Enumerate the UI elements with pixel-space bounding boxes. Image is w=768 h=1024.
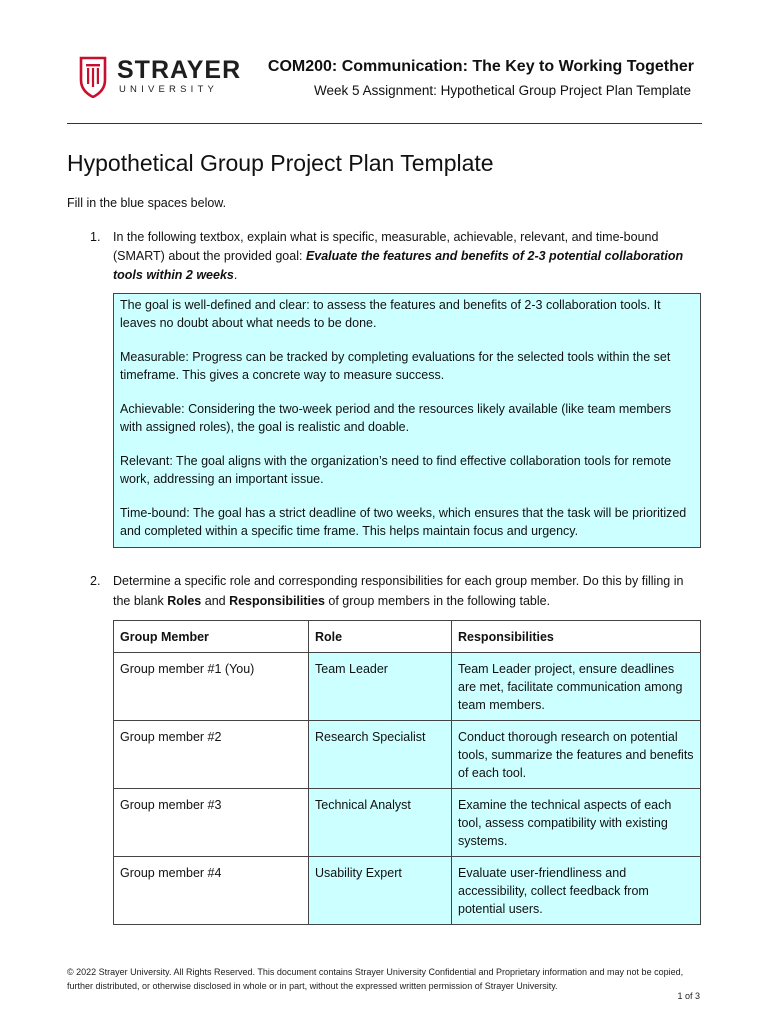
question-1-text xyxy=(113,228,690,285)
role-cell[interactable]: Research Specialist xyxy=(309,721,452,789)
smart-paragraph-achievable: Achievable: Considering the two-week period and the resources likely available (like team members with assigned roles), the goal is realistic and doable. xyxy=(120,402,671,434)
smart-paragraph-time-bound: Time-bound: The goal has a strict deadline of two weeks, which ensures that the task will be prioritized and completed within a specific time frame. This helps maintain focus and urgency. xyxy=(120,506,687,538)
roles-table xyxy=(113,620,701,925)
question-2-number: 2. xyxy=(90,574,101,588)
smart-paragraph-relevant: Relevant: The goal aligns with the organization’s need to find effective collaboration tools for remote work, addressing an important issue. xyxy=(120,454,672,486)
role-cell[interactable]: Team Leader xyxy=(309,653,452,721)
question-1-number: 1. xyxy=(90,230,101,244)
question-1-goal: Evaluate the features and benefits of 2-3 potential collaboration tools within 2 weeks xyxy=(113,249,684,282)
responsibilities-cell[interactable]: Conduct thorough research on potential tools, summarize the features and benefits of each tool. xyxy=(452,721,701,789)
question-1-prompt: In the following textbox, explain what is specific, measurable, achievable, relevant, and time-bound (SMART) about the provided goal: xyxy=(113,230,659,263)
table-row xyxy=(114,721,701,789)
smart-paragraph-specific: The goal is well-defined and clear: to assess the features and benefits of 2-3 collaboration tools. It leaves no doubt about what needs to be done. xyxy=(120,298,661,330)
smart-paragraph-measurable: Measurable: Progress can be tracked by completing evaluations for the selected tools within the set timeframe. This gives a concrete way to measure success. xyxy=(120,350,671,382)
table-header-row xyxy=(114,621,701,653)
responsibilities-cell[interactable]: Evaluate user-friendliness and accessibility, collect feedback from potential users. xyxy=(452,857,701,925)
member-cell: Group member #1 (You) xyxy=(114,653,309,721)
course-title: COM200: Communication: The Key to Working Together xyxy=(267,58,694,75)
logo-name: STRAYER xyxy=(117,56,242,84)
question-2-responsibilities-word: Responsibilities xyxy=(229,594,325,608)
question-2-and-word: and xyxy=(201,594,230,608)
header-group-member: Group Member xyxy=(114,621,309,653)
intro-text: Fill in the blue spaces below. xyxy=(67,196,227,210)
question-1-end: . xyxy=(233,268,238,282)
table-row xyxy=(114,789,701,857)
page-header xyxy=(0,0,768,124)
smart-answer-textbox[interactable] xyxy=(113,293,701,548)
header-role: Role xyxy=(309,621,452,653)
strayer-logo xyxy=(79,56,241,98)
question-2-prompt-b: of group members in the following table. xyxy=(324,594,551,608)
shield-columns-icon xyxy=(79,56,107,98)
question-2-text xyxy=(113,571,700,611)
copyright-footer: © 2022 Strayer University. All Rights Reserved. This document contains Strayer University Confidential and Proprietary information and may not be copied, further distributed, or otherwise disclosed in whole or in part, without the expressed written permission of Strayer University. xyxy=(67,967,684,991)
document-title: Hypothetical Group Project Plan Template xyxy=(67,150,494,176)
table-row xyxy=(114,653,701,721)
assignment-title: Week 5 Assignment: Hypothetical Group Project Plan Template xyxy=(314,83,691,98)
question-1 xyxy=(90,228,690,285)
header-responsibilities: Responsibilities xyxy=(452,621,701,653)
question-2-prompt-a: Determine a specific role and corresponding responsibilities for each group member. Do this by filling in the blank xyxy=(113,574,684,608)
responsibilities-cell[interactable]: Team Leader project, ensure deadlines are met, facilitate communication among team members. xyxy=(452,653,701,721)
role-cell[interactable]: Usability Expert xyxy=(309,857,452,925)
question-2-roles-word: Roles xyxy=(167,594,202,608)
member-cell: Group member #3 xyxy=(114,789,309,857)
question-2 xyxy=(90,571,700,611)
responsibilities-cell[interactable]: Examine the technical aspects of each tool, assess compatibility with existing systems. xyxy=(452,789,701,857)
member-cell: Group member #2 xyxy=(114,721,309,789)
header-divider xyxy=(67,123,702,124)
page-number: 1 of 3 xyxy=(677,991,700,1001)
logo-subtitle: UNIVERSITY xyxy=(119,84,219,95)
role-cell[interactable]: Technical Analyst xyxy=(309,789,452,857)
member-cell: Group member #4 xyxy=(114,857,309,925)
table-row xyxy=(114,857,701,925)
